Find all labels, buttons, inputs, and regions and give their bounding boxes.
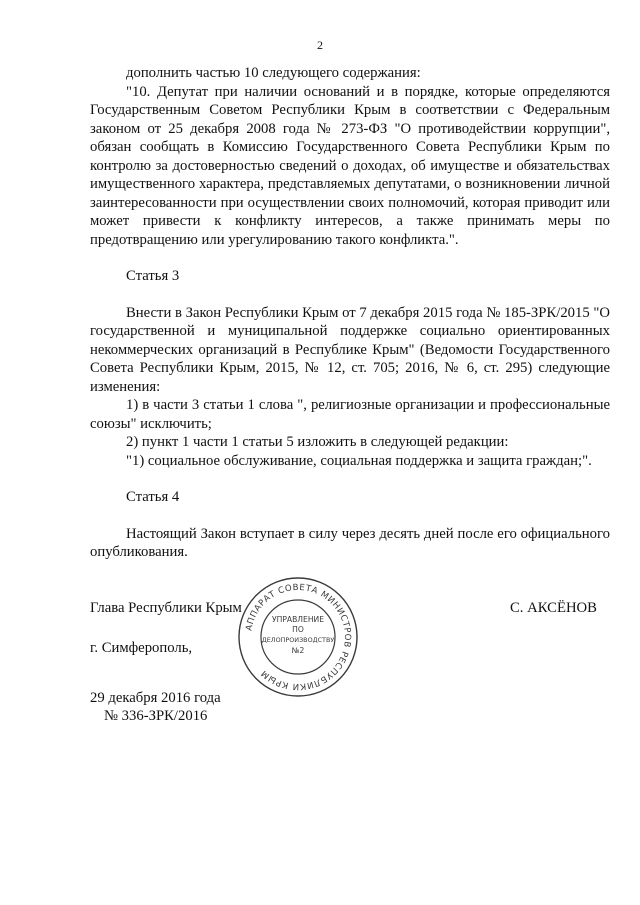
stamp-ring-text: АППАРАТ СОВЕТА МИНИСТРОВ РЕСПУБЛИКИ КРЫМ	[244, 582, 353, 692]
signature-position: Глава Республики Крым	[90, 600, 242, 616]
article-3-heading: Статья 3	[126, 268, 180, 284]
stamp-line-1: УПРАВЛЕНИЕ	[271, 615, 325, 624]
paragraph-part-10: "10. Депутат при наличии оснований и в порядке, которые определяются Государственным Советом Республики Крым в соответствии с Федеральным законом от 25 декабря 2008 года № 273-ФЗ "О противодействии коррупции", обязан сообщать в Комиссию Государственного Совета Республики Крым по контролю за достоверностью сведений о доходах, об имуществе и обязательствах имущественного характера, представляемых депутатами, о возникновении личной заинтересованности при осуществлении своих полномочий, которая приводит или может привести к конфликту интересов, а также принимать меры по предотвращению или урегулированию такого конфликта.".	[90, 83, 610, 248]
stamp-line-2: ПО	[292, 625, 304, 634]
signature-city: г. Симферополь,	[90, 640, 193, 656]
paragraph-item-1: 1) в части 3 статьи 1 слова ", религиозные организации и профессиональные союзы" исключить;	[90, 397, 610, 432]
paragraph-item-2: 2) пункт 1 части 1 статьи 5 изложить в следующей редакции:	[126, 434, 509, 450]
article-4-heading: Статья 4	[126, 489, 180, 505]
signature-name: С. АКСЁНОВ	[510, 600, 597, 616]
stamp-line-3: ДЕЛОПРОИЗВОДСТВУ	[261, 636, 335, 644]
page-number: 2	[317, 38, 323, 52]
paragraph-intro: дополнить частью 10 следующего содержания:	[126, 65, 421, 81]
official-stamp	[236, 575, 360, 699]
law-date: 29 декабря 2016 года	[90, 690, 221, 706]
document-body	[90, 64, 610, 562]
paragraph-new-item-1: "1) социальное обслуживание, социальная поддержка и защита граждан;".	[126, 452, 592, 469]
paragraph-article-3: Внести в Закон Республики Крым от 7 декабря 2015 года № 185-ЗРК/2015 "О государственной и муниципальной поддержке социально ориентированных некоммерческих организаций в Республике Крым" (Ведомости Государственного Совета Республики Крым, 2015, № 12, ст. 705; 2016, № 6, ст. 295) следующие изменения:	[90, 304, 610, 395]
stamp-line-4: №2	[291, 646, 305, 655]
law-number: № 336-ЗРК/2016	[104, 708, 208, 724]
paragraph-article-4: Настоящий Закон вступает в силу через десять дней после его официального опубликования.	[90, 525, 610, 560]
